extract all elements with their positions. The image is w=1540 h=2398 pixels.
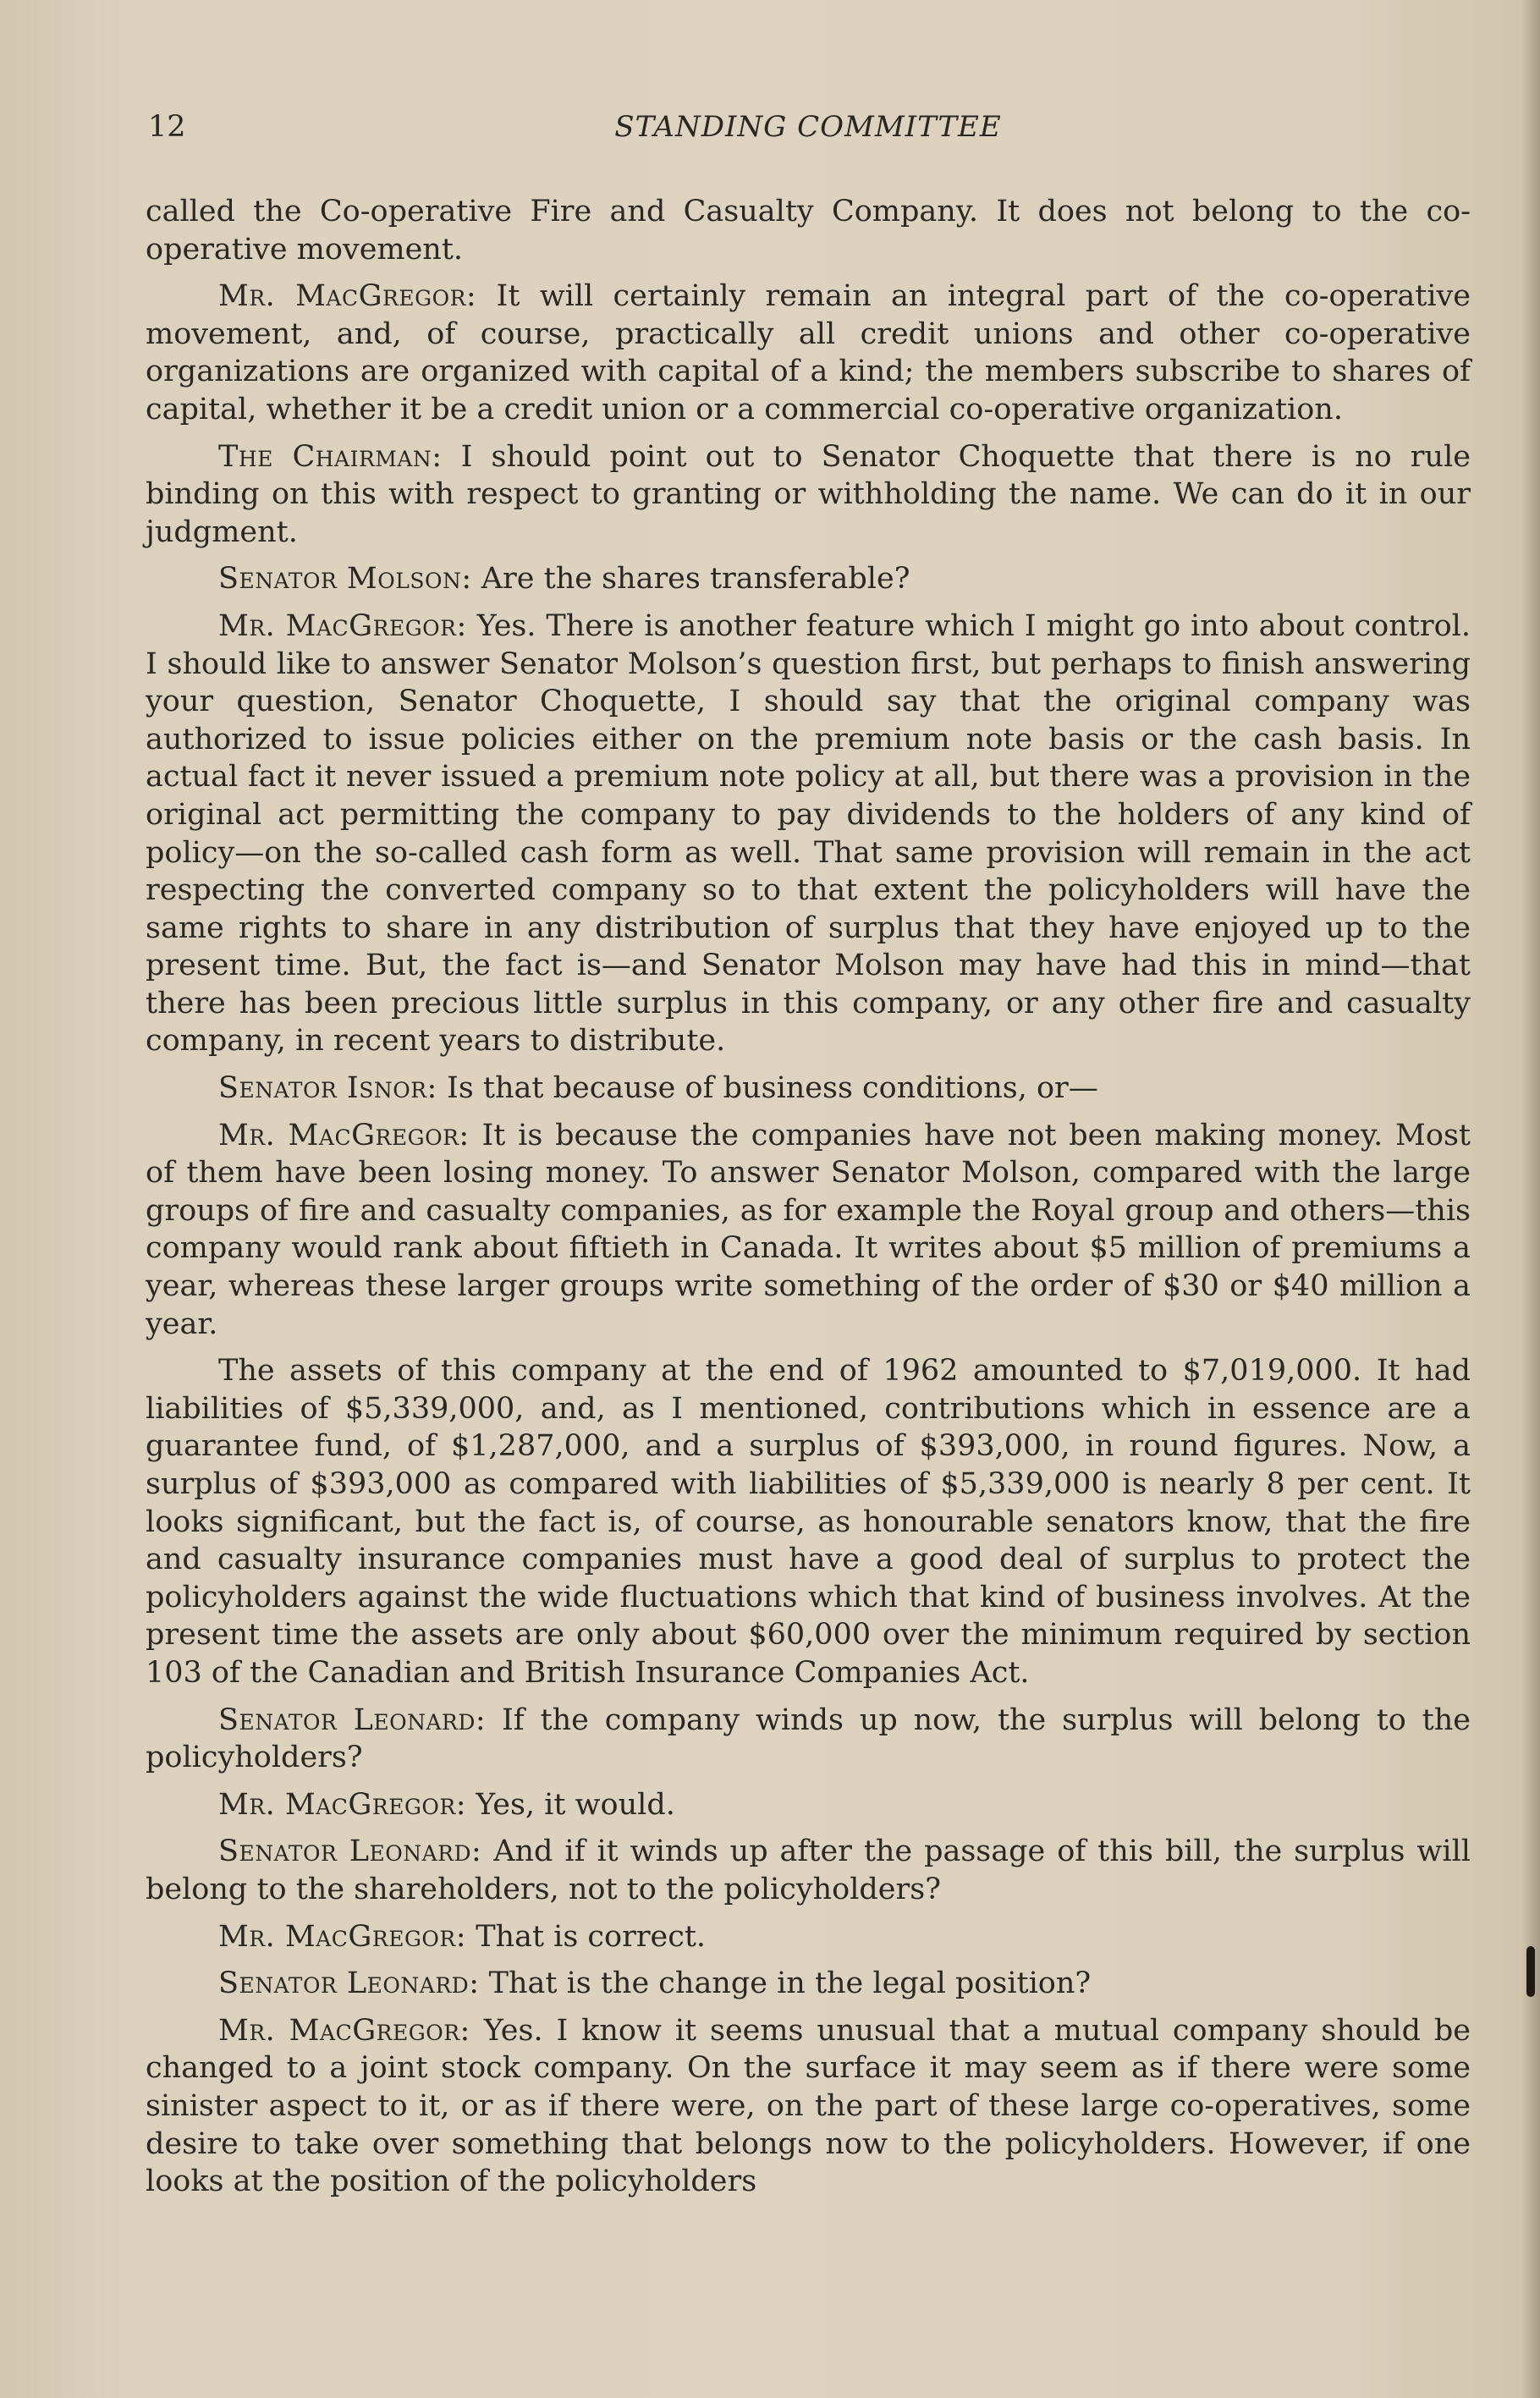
- transcript-paragraph: [146, 2012, 1471, 2201]
- paragraph-text: That is correct.: [476, 1919, 707, 1954]
- paragraph-text: It is because the companies have not been making money. Most of them have been losing money. To answer Senator Molson, compared with the large groups of fire and casualty companies, as for example the Royal group and others—this company would rank about fiftieth in Canada. It writes about $5 million of premiums a year, whereas these larger groups write something of the order of $30 or $40 million a year.: [146, 1118, 1471, 1341]
- transcript-paragraph: [146, 1918, 1471, 1956]
- speaker-name: Senator Leonard:: [218, 1834, 482, 1869]
- paragraph-text: That is the change in the legal position?: [488, 1966, 1092, 2001]
- paragraph-text: Yes, it would.: [476, 1787, 675, 1822]
- transcript-body: [146, 193, 1471, 2210]
- transcript-paragraph: [146, 1352, 1471, 1691]
- speaker-name: Mr. MacGregor:: [218, 1787, 467, 1822]
- paragraph-text: The assets of this company at the end of 1962 amounted to $7,019,000. It had liabilities of $5,339,000, and, as I mentioned, contributions which in essence are a guarantee fund, of $1,287,000, and a surplus of $393,000, in round figures. Now, a surplus of $393,000 as compared with liabilities of $5,339,000 is nearly 8 per cent. It looks significant, but the fact is, of course, as honourable senators know, that the fire and casualty insurance companies must have a good deal of surplus to protect the policyholders against the wide fluctuations which that kind of business involves. At the present time the assets are only about $60,000 over the minimum required by section 103 of the Canadian and British Insurance Companies Act.: [146, 1354, 1471, 1690]
- running-head: STANDING COMMITTEE: [614, 110, 1002, 144]
- speaker-name: Senator Leonard:: [218, 1966, 480, 2001]
- transcript-paragraph: [146, 193, 1471, 268]
- transcript-paragraph: [146, 278, 1471, 428]
- paragraph-text: I should point out to Senator Choquette that there is no rule binding on this with respect to granting or withholding the name. We can do it in our judgment.: [146, 439, 1471, 549]
- page-edge-shadow: [1521, 0, 1540, 2398]
- transcript-paragraph: [146, 1702, 1471, 1777]
- transcript-paragraph: [146, 560, 1471, 598]
- transcript-paragraph: [146, 608, 1471, 1060]
- paragraph-text: Yes. I know it seems unusual that a mutual company should be changed to a joint stock company. On the surface it may seem as if there were some sinister aspect to it, or as if there were, on the part of these large co-operatives, some desire to take over something that belongs now to the policyholders. However, if one looks at the position of the policyholders: [146, 2013, 1471, 2199]
- margin-smudge: [1526, 1946, 1535, 1997]
- speaker-name: Mr. MacGregor:: [218, 1919, 467, 1954]
- paragraph-text: And if it winds up after the passage of this bill, the surplus will belong to the shareholders, not to the policyholders?: [146, 1834, 1471, 1906]
- speaker-name: Mr. MacGregor:: [218, 2013, 470, 2048]
- paragraph-text: If the company winds up now, the surplus will belong to the policyholders?: [146, 1702, 1471, 1775]
- paragraph-text: Is that because of business conditions, or—: [447, 1071, 1098, 1106]
- transcript-paragraph: [146, 1786, 1471, 1824]
- speaker-name: Mr. MacGregor:: [218, 608, 467, 643]
- speaker-name: Senator Isnor:: [218, 1071, 437, 1106]
- speaker-name: Senator Molson:: [218, 562, 472, 597]
- transcript-paragraph: [146, 1833, 1471, 1908]
- page-header: [148, 110, 1468, 152]
- transcript-paragraph: [146, 438, 1471, 552]
- paragraph-text: Are the shares transferable?: [481, 562, 910, 597]
- speaker-name: Senator Leonard:: [218, 1702, 487, 1737]
- speaker-name: Mr. MacGregor:: [218, 1118, 470, 1152]
- transcript-paragraph: [146, 1070, 1471, 1108]
- page-number: 12: [148, 110, 186, 144]
- paragraph-text: Yes. There is another feature which I might go into about control. I should like to answer Senator Molson’s question first, but perhaps to finish answering your question, Senator Choquette, I should say that the original company was authorized to issue policies either on the premium note basis or the cash basis. In actual fact it never issued a premium note policy at all, but there was a provision in the original act permitting the company to pay dividends to the holders of any kind of policy—on the so-called cash form as well. That same provision will remain in the act respecting the converted company so to that extent the policyholders will have the same rights to share in any distribution of surplus that they have enjoyed up to the present time. But, the fact is—and Senator Molson may have had this in mind—that there has been precious little surplus in this company, or any other fire and casualty company, in recent years to distribute.: [146, 608, 1471, 1059]
- transcript-paragraph: [146, 1965, 1471, 2003]
- paragraph-text: called the Co-operative Fire and Casualty Company. It does not belong to the co-operative movement.: [146, 195, 1471, 267]
- speaker-name: The Chairman:: [218, 439, 443, 474]
- paragraph-text: It will certainly remain an integral part of the co-operative movement, and, of course, practically all credit unions and other co-operative organizations are organized with capital of a kind; the members subscribe to shares of capital, whether it be a credit union or a commercial co-operative organization.: [146, 279, 1471, 426]
- speaker-name: Mr. MacGregor:: [218, 279, 477, 314]
- transcript-paragraph: [146, 1117, 1471, 1344]
